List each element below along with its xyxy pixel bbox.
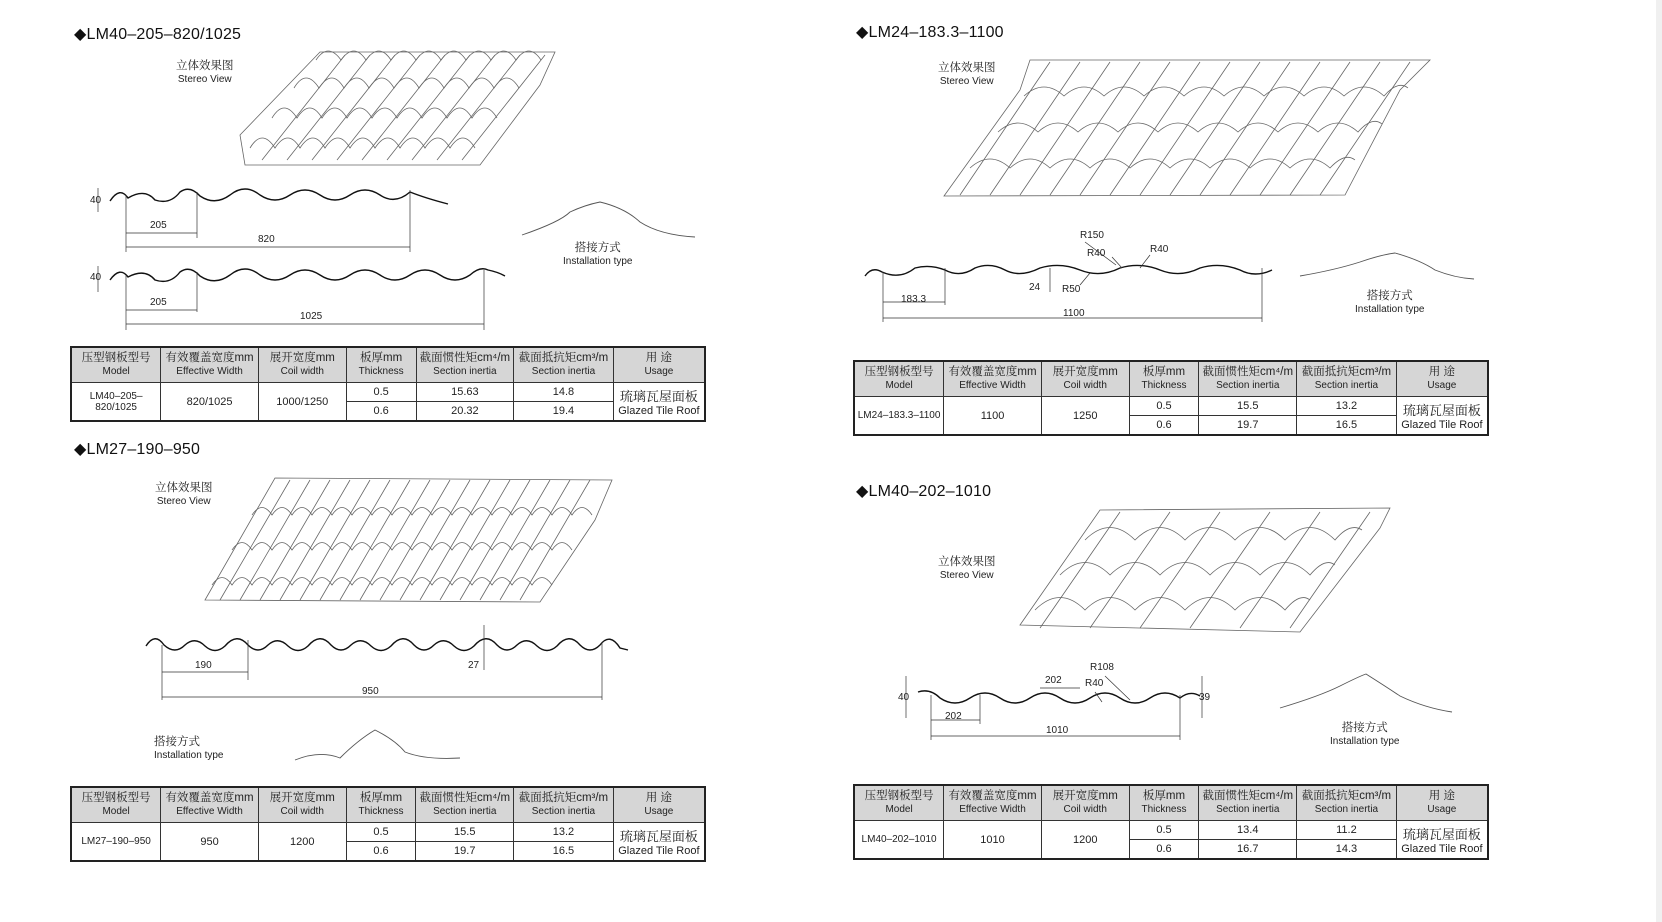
dim-label: 1100	[1063, 308, 1085, 319]
dim-label: 202	[945, 711, 962, 722]
col-section-inertia: 截面惯性矩cm⁴/m Section inertia	[1199, 361, 1297, 397]
dim-label: 40	[898, 692, 910, 703]
col-coil-width: 展开宽度mm Coil width	[258, 347, 346, 383]
spec-table	[853, 784, 1489, 860]
stereo-view-label: 立体效果图 Stereo View	[938, 556, 996, 581]
stereo-view-label: 立体效果图 Stereo View	[155, 482, 213, 507]
dim-label: 40	[90, 195, 102, 206]
col-coil-width: 展开宽度mm Coil width	[258, 787, 346, 823]
col-model: 压型钢板型号 Model	[854, 361, 944, 397]
dim-label: 205	[150, 220, 167, 231]
col-coil-width: 展开宽度mm Coil width	[1041, 361, 1129, 397]
col-section-inertia: 截面惯性矩cm⁴/m Section inertia	[1199, 785, 1297, 821]
product-title: ◆LM40–205–820/1025	[74, 26, 242, 43]
col-section-modulus: 截面抵抗矩cm³/m Section inertia	[514, 787, 614, 823]
col-usage: 用 途 Usage	[1396, 361, 1488, 397]
col-usage: 用 途 Usage	[613, 347, 705, 383]
col-effective-width: 有效覆盖宽度mm Effective Width	[161, 347, 259, 383]
product-title: ◆LM27–190–950	[74, 441, 201, 458]
installation-type-label: 搭接方式 Installation type	[154, 736, 224, 761]
col-usage: 用 途 Usage	[1396, 785, 1488, 821]
dim-label: 39	[1199, 692, 1211, 703]
dim-label: R40	[1150, 244, 1169, 255]
col-thickness: 板厚mm Thickness	[346, 787, 416, 823]
dim-label: 950	[362, 686, 379, 697]
col-coil-width: 展开宽度mm Coil width	[1041, 785, 1129, 821]
col-section-modulus: 截面抵抗矩cm³/m Section inertia	[514, 347, 614, 383]
dim-label: R50	[1062, 284, 1081, 295]
table-row: 0.6 19.7 16.5	[71, 842, 705, 862]
col-model: 压型钢板型号 Model	[854, 785, 944, 821]
dim-label: R108	[1090, 662, 1114, 673]
installation-type-label: 搭接方式 Installation type	[1355, 290, 1425, 315]
scrollbar-track[interactable]	[1656, 0, 1662, 922]
dim-label: R40	[1087, 248, 1106, 259]
col-section-inertia: 截面惯性矩cm⁴/m Section inertia	[416, 787, 514, 823]
spec-table	[853, 360, 1489, 436]
spec-table	[70, 786, 706, 862]
installation-type-label: 搭接方式 Installation type	[563, 242, 633, 267]
product-title: ◆LM40–202–1010	[856, 483, 992, 500]
table-row: 0.6 19.7 16.5	[854, 416, 1488, 436]
table-row: 0.6 16.7 14.3	[854, 840, 1488, 860]
stereo-view-label: 立体效果图 Stereo View	[938, 62, 996, 87]
installation-type-label: 搭接方式 Installation type	[1330, 722, 1400, 747]
dim-label: 190	[195, 660, 212, 671]
col-effective-width: 有效覆盖宽度mm Effective Width	[161, 787, 259, 823]
table-row: LM40–205–820/1025 820/1025 1000/1250 0.5 15.63 14.8 琉璃瓦屋面板 Glazed Tile Roof	[71, 383, 705, 402]
table-row: LM24–183.3–1100 1100 1250 0.5 15.5 13.2 琉璃瓦屋面板 Glazed Tile Roof	[854, 397, 1488, 416]
table-row: LM27–190–950 950 1200 0.5 15.5 13.2 琉璃瓦屋面板 Glazed Tile Roof	[71, 823, 705, 842]
col-effective-width: 有效覆盖宽度mm Effective Width	[944, 361, 1042, 397]
stereo-view-label: 立体效果图 Stereo View	[176, 60, 234, 85]
col-section-modulus: 截面抵抗矩cm³/m Section inertia	[1297, 785, 1397, 821]
col-thickness: 板厚mm Thickness	[1129, 785, 1199, 821]
col-thickness: 板厚mm Thickness	[346, 347, 416, 383]
col-section-modulus: 截面抵抗矩cm³/m Section inertia	[1297, 361, 1397, 397]
col-usage: 用 途 Usage	[613, 787, 705, 823]
dim-label: R150	[1080, 230, 1104, 241]
dim-label: 27	[468, 660, 480, 671]
dim-label: 183.3	[901, 294, 927, 305]
dim-label: 40	[90, 272, 102, 283]
dim-label: 1025	[300, 311, 323, 322]
col-model: 压型钢板型号 Model	[71, 787, 161, 823]
product-title: ◆LM24–183.3–1100	[856, 24, 1004, 41]
col-thickness: 板厚mm Thickness	[1129, 361, 1199, 397]
col-model: 压型钢板型号 Model	[71, 347, 161, 383]
dim-label: 1010	[1046, 725, 1069, 736]
spec-table	[70, 346, 706, 422]
col-section-inertia: 截面惯性矩cm⁴/m Section inertia	[416, 347, 514, 383]
dim-label: 820	[258, 234, 275, 245]
table-row: LM40–202–1010 1010 1200 0.5 13.4 11.2 琉璃瓦屋面板 Glazed Tile Roof	[854, 821, 1488, 840]
dim-label: R40	[1085, 678, 1104, 689]
dim-label: 24	[1029, 282, 1041, 293]
col-effective-width: 有效覆盖宽度mm Effective Width	[944, 785, 1042, 821]
table-row: 0.6 20.32 19.4	[71, 402, 705, 422]
dim-label: 202	[1045, 675, 1062, 686]
dim-label: 205	[150, 297, 167, 308]
